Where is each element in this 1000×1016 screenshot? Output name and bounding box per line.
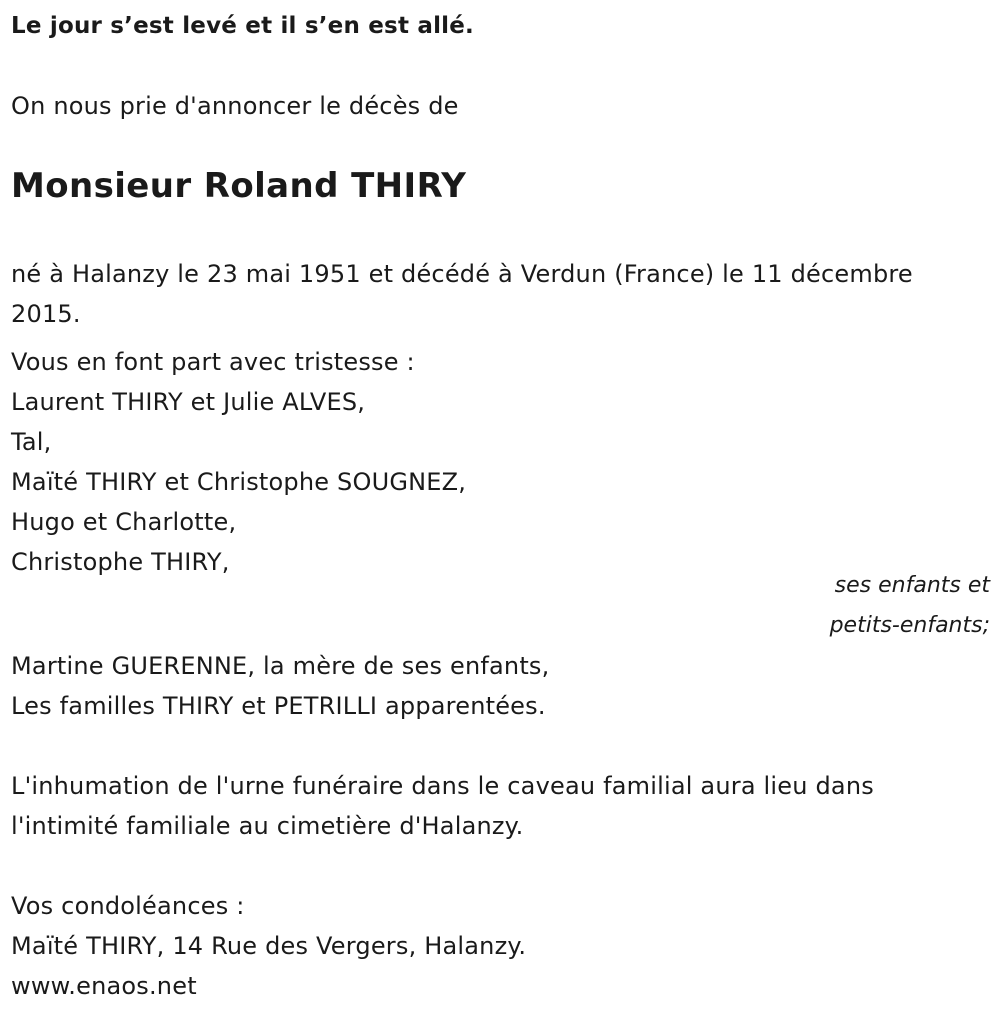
- website-link[interactable]: www.enaos.net: [11, 972, 197, 1000]
- other-family-member: Les familles THIRY et PETRILLI apparentées.: [11, 692, 546, 720]
- deceased-name: Monsieur Roland THIRY: [11, 166, 467, 206]
- burial-line-1: L'inhumation de l'urne funéraire dans le caveau familial aura lieu dans: [11, 772, 874, 800]
- condolences-address: Maïté THIRY, 14 Rue des Vergers, Halanzy.: [11, 932, 527, 960]
- family-list: [11, 342, 466, 582]
- burial-line-2: l'intimité familiale au cimetière d'Halanzy.: [11, 812, 524, 840]
- family-role-line-1: ses enfants et: [834, 573, 990, 598]
- family-role-line-2: petits-enfants;: [829, 613, 990, 638]
- other-family-list: [11, 646, 549, 726]
- family-member: Laurent THIRY et Julie ALVES,: [11, 388, 366, 416]
- family-heading: Vous en font part avec tristesse :: [11, 348, 415, 376]
- other-family-member: Martine GUERENNE, la mère de ses enfants,: [11, 652, 550, 680]
- condolences-label: Vos condoléances :: [11, 892, 245, 920]
- family-member: Maïté THIRY et Christophe SOUGNEZ,: [11, 468, 467, 496]
- family-member: Hugo et Charlotte,: [11, 508, 237, 536]
- epigraph: Le jour s’est levé et il s’en est allé.: [11, 13, 474, 39]
- birth-death-line-1: né à Halanzy le 23 mai 1951 et décédé à Verdun (France) le 11 décembre: [11, 260, 913, 288]
- intro-text: On nous prie d'annoncer le décès de: [11, 92, 459, 120]
- family-member: Tal,: [11, 428, 52, 456]
- birth-death-line-2: 2015.: [11, 300, 81, 328]
- family-member: Christophe THIRY,: [11, 548, 230, 576]
